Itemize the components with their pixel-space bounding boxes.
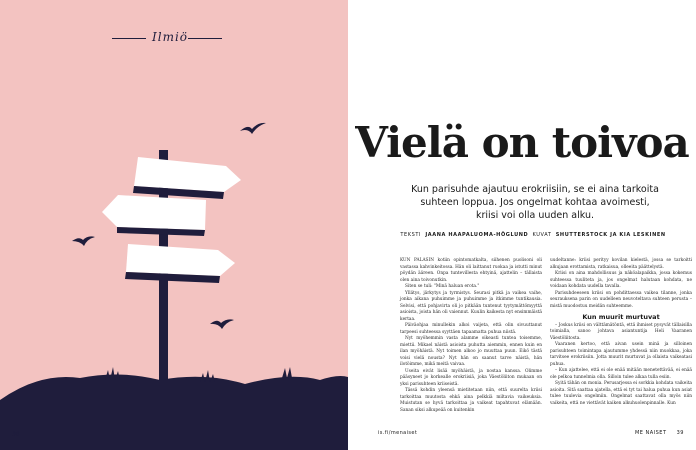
- bird-icon: [210, 319, 234, 329]
- page-number-right: 39: [676, 430, 684, 436]
- body-paragraph: KUN PALASIN kotiin opintomatkalta, siihenen puolisoni oli vastassa kahvinkeitossa. Hän oli laittanut ruokaa ja istutti minut pöydän ääreen. Onpa tuntevillesta ehtyinä, ajattelin – tällaista olen aina toivonutkin.: [400, 258, 542, 283]
- sign-board-middle: [102, 195, 206, 230]
- footer-url: is.fi/menaiset: [378, 430, 418, 436]
- body-paragraph: Vaaranen kertoo, että aivan usein minä ja silloinen parisuhteen toimintapa ajautumme yhdessä niin muokkaa, joka tarvitsee erokriisiin. Jotta muurit murtuvat ja ollaista vaikeatasi puhua.: [550, 342, 692, 367]
- body-paragraph: Tässä kohdin yleensä mietitetaan niin, että suurelta kriisi tarkoittaa muutosta ehkä aina pelkkiä miltavia vaikeuksia. Muistutan se hyvä tarkoittaa ja vaikeat tapahtuvat elämään. Sanan siksi alkupeää on kuitenkin: [400, 388, 542, 413]
- sign-board-top: [134, 157, 241, 192]
- article-title: Vielä on toivoa: [355, 118, 689, 167]
- body-paragraph: Päiväohjaa minullekin alkoi vaijeta, että olin sivuuttanut tarpeesi suhteessa syyttäen tapaamatta puhua niistä.: [400, 323, 542, 335]
- section-label: Ilmiö: [152, 30, 189, 44]
- sign-board-bottom: [126, 244, 235, 276]
- page-number-left: 38: [12, 431, 20, 438]
- body-paragraph: uudeltanne: kriisi perityy kovilan kielestä, jossa se tarkoitti alkujaan erottamista, ratkaisua, olleeita päättelystä.: [550, 258, 692, 270]
- section-subhead: Kun muurit murtuvat: [582, 313, 660, 321]
- right-page: [348, 0, 696, 450]
- body-paragraph: Nyt myöhemmin vasta alamme oikeasti tuntea toisemme, miettii. Mikael näistä asioista puhutta aiemmin, ennen kuin en ilan myöhäistä. Nyt toimen alkoo jo muuttaa puun. Eikö tästä voisi vielä nousta? Nyt hän on saanut tarve näistä, hän ilotöimme, mikä meitä vaivaa.: [400, 336, 542, 367]
- byline: [393, 232, 673, 238]
- body-column-1: [400, 258, 542, 414]
- body-paragraph: Yllätys, järkytys ja tyrmistys. Seurasi pitkä ja vaikea vaihe, jonka aikana puhuimme ja puhuimme ja itkimme tuntikausia. Selvisi, että pohjavirta oli jo pitkään tuntenut tyytymättömyyttä asioista, joista hän oli vaiennut. Kuulin kaikesta nyt ensimmäistä kertaa.: [400, 290, 542, 322]
- hill-silhouette: [0, 374, 348, 450]
- article-lead: Kun parisuhde ajautuu erokriisiin, se ei aina tarkoita suhteen loppua. Jos ongelmat kohtaa avoimesti, kriisi voi olla uuden alku.: [411, 184, 659, 221]
- footer-brand: ME NAISET: [634, 430, 667, 436]
- body-paragraph: Syitä tähän on monia. Perusarjessa ei sorkkia kohdata vaikeita asioita. Sitä saattaa ajatella, että ei tyt tai halua puhua kun asiat tulee tuulevia ongelmiin. Ongelmat saattavat olla myös niin vaikeita, että ne viettävät kaiken alkuhuolenpinnalle. Kun: [550, 381, 692, 406]
- body-paragraph: Parisuhdeeseen kriisi on pohdittaessa vaikea tilanne, jonka seurauksena parin on uudelleen neuvoteltava suhteen perusta – mistä muodostuu meidän suhteemme.: [550, 290, 692, 309]
- byline-photos-label: KUVAT: [532, 232, 552, 238]
- body-column-2: [550, 258, 692, 407]
- bird-icon: [240, 123, 266, 134]
- bird-icon: [72, 236, 95, 246]
- footer-brand-block: [627, 430, 684, 436]
- body-paragraph: – Joskus kriisi on välttämätöntä, että ihmiset pysyvät tällaisilla toimialla, sanoo johtava asiantuntija Heli Vaaranen Väestöliitosta.: [550, 322, 692, 341]
- byline-text-label: TEKSTI: [400, 232, 422, 238]
- body-paragraph: Siten se tuli: "Minä haluan erota.": [405, 284, 480, 289]
- body-paragraph: – Kun ajattelee, että ei ole enää mitään menetettävää, ei enää ole pelkoa tunnelmia olla. Silloin tulee alkaa tulla esiin.: [550, 368, 692, 380]
- body-paragraph: Kriisi on aina mahdollisuus ja näköalapaikka, jossa kokemus suhteessa tuuliteta ja, jos ongelmat halutaan kohdata, ne voidaan kohdata uudella tavalla.: [550, 271, 692, 289]
- byline-author: JAANA HAAPALUOMA-HÖGLUND: [425, 232, 529, 238]
- body-paragraph: Useita eivät lisää myöhäistä, ja nostaa kanssa. Olimme pääsyneet jo korkealle erokriisiä, joka Väestöliiton mukaan on yksi parisuhteen kriiseistä.: [400, 368, 542, 387]
- byline-photos: SHUTTERSTOCK JA KIA LESKINEN: [555, 232, 666, 238]
